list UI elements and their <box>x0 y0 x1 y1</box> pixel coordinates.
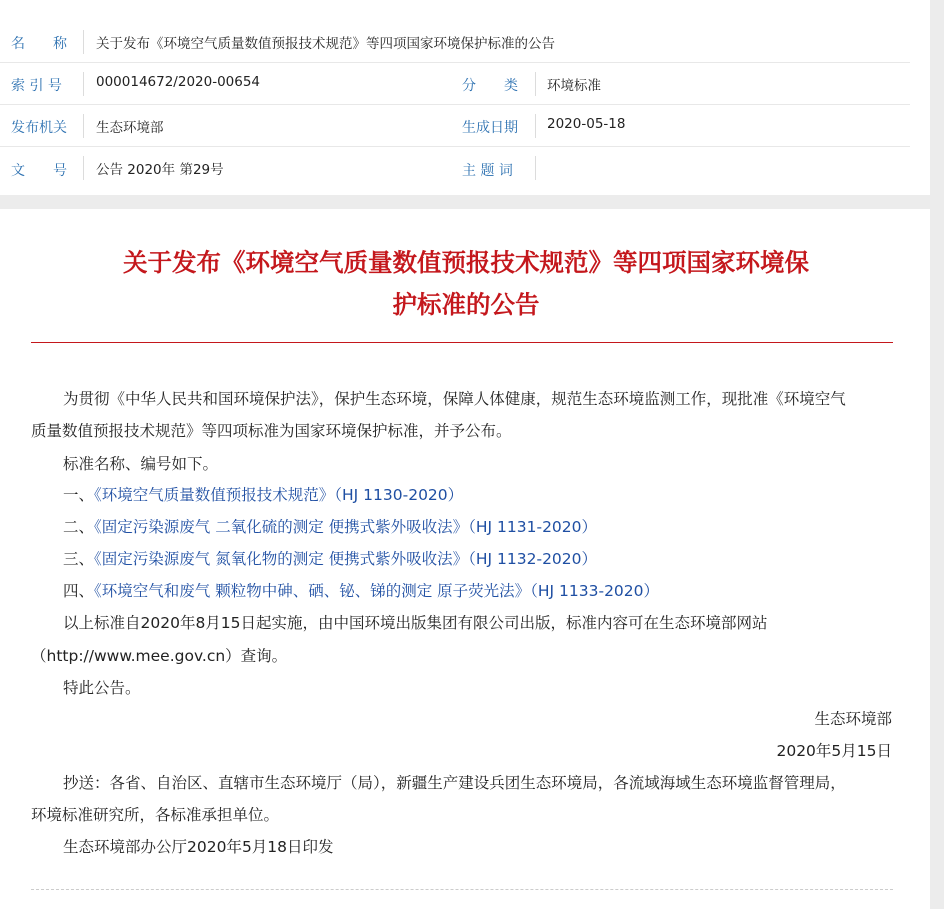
metadata-panel <box>0 0 930 195</box>
meta-separator <box>83 114 84 138</box>
standard-link-3[interactable]: 《固定污染源废气 氮氧化物的测定 便携式紫外吸收法》（HJ 1132-2020） <box>94 550 598 568</box>
paragraph-implementation-line2: （http://www.mee.gov.cn）查询。 <box>31 647 288 665</box>
standard-item-2 <box>63 517 597 537</box>
article-title-line1: 关于发布《环境空气质量数值预报技术规范》等四项国家环境保 <box>123 248 809 277</box>
meta-separator <box>83 72 84 96</box>
meta-row-docno <box>0 146 910 188</box>
standard-item-1 <box>63 485 463 505</box>
meta-separator <box>83 30 84 54</box>
meta-separator <box>535 72 536 96</box>
standard-item-3 <box>63 549 597 569</box>
standard-link-1[interactable]: 《环境空气质量数值预报技术规范》（HJ 1130-2020） <box>94 486 464 504</box>
signature: 生态环境部 <box>814 710 892 728</box>
meta-topic-label: 主 题 词 <box>462 163 513 179</box>
cc-line1: 抄送：各省、自治区、直辖市生态环境厅（局），新疆生产建设兵团生态环境局，各流域海域生态环境监督管理局， <box>63 774 846 792</box>
article-title-line2: 护标准的公告 <box>392 290 540 319</box>
sign-date: 2020年5月15日 <box>776 742 892 760</box>
meta-issuer-value: 生态环境部 <box>96 120 164 136</box>
meta-name-value: 关于发布《环境空气质量数值预报技术规范》等四项国家环境保护标准的公告 <box>96 36 555 52</box>
paragraph-closing: 特此公告。 <box>63 679 141 697</box>
article-body <box>0 209 930 909</box>
meta-name-label: 名 称 <box>11 36 67 52</box>
paragraph-intro-line1: 为贯彻《中华人民共和国环境保护法》，保护生态环境，保障人体健康，规范生态环境监测工作，现批准《环境空气 <box>63 390 846 408</box>
standard-prefix: 一、 <box>63 486 95 504</box>
meta-row-name <box>0 20 910 63</box>
meta-separator <box>535 156 536 180</box>
meta-issuer-label: 发布机关 <box>11 120 67 136</box>
standard-item-4 <box>63 581 659 601</box>
title-divider <box>31 342 893 343</box>
meta-date-label: 生成日期 <box>462 120 518 136</box>
meta-separator <box>535 114 536 138</box>
standard-link-4[interactable]: 《环境空气和废气 颗粒物中砷、硒、铋、锑的测定 原子荧光法》（HJ 1133-2020） <box>94 582 660 600</box>
footer-divider <box>31 889 893 890</box>
meta-row-issuer <box>0 104 910 147</box>
paragraph-implementation-line1: 以上标准自2020年8月15日起实施，由中国环境出版集团有限公司出版，标准内容可在生态环境部网站 <box>63 614 768 632</box>
meta-category-label: 分 类 <box>462 78 518 94</box>
cc-line2: 环境标准研究所，各标准承担单位。 <box>31 806 280 824</box>
meta-docno-label: 文 号 <box>11 163 67 179</box>
meta-index-label: 索 引 号 <box>11 78 62 94</box>
paragraph-intro-line2: 质量数值预报技术规范》等四项标准为国家环境保护标准，并予公布。 <box>31 422 512 440</box>
standard-prefix: 二、 <box>63 518 95 536</box>
meta-separator <box>83 156 84 180</box>
printed-note: 生态环境部办公厅2020年5月18日印发 <box>63 838 334 856</box>
standard-prefix: 三、 <box>63 550 95 568</box>
meta-category-value: 环境标准 <box>547 78 601 94</box>
meta-docno-value: 公告 2020年 第29号 <box>96 162 224 178</box>
meta-index-value: 000014672/2020-00654 <box>96 74 261 90</box>
standard-link-2[interactable]: 《固定污染源废气 二氧化硫的测定 便携式紫外吸收法》（HJ 1131-2020） <box>94 518 598 536</box>
paragraph-standards-heading: 标准名称、编号如下。 <box>63 455 219 473</box>
meta-date-value: 2020-05-18 <box>547 116 626 132</box>
meta-row-index <box>0 62 910 105</box>
standard-prefix: 四、 <box>63 582 95 600</box>
